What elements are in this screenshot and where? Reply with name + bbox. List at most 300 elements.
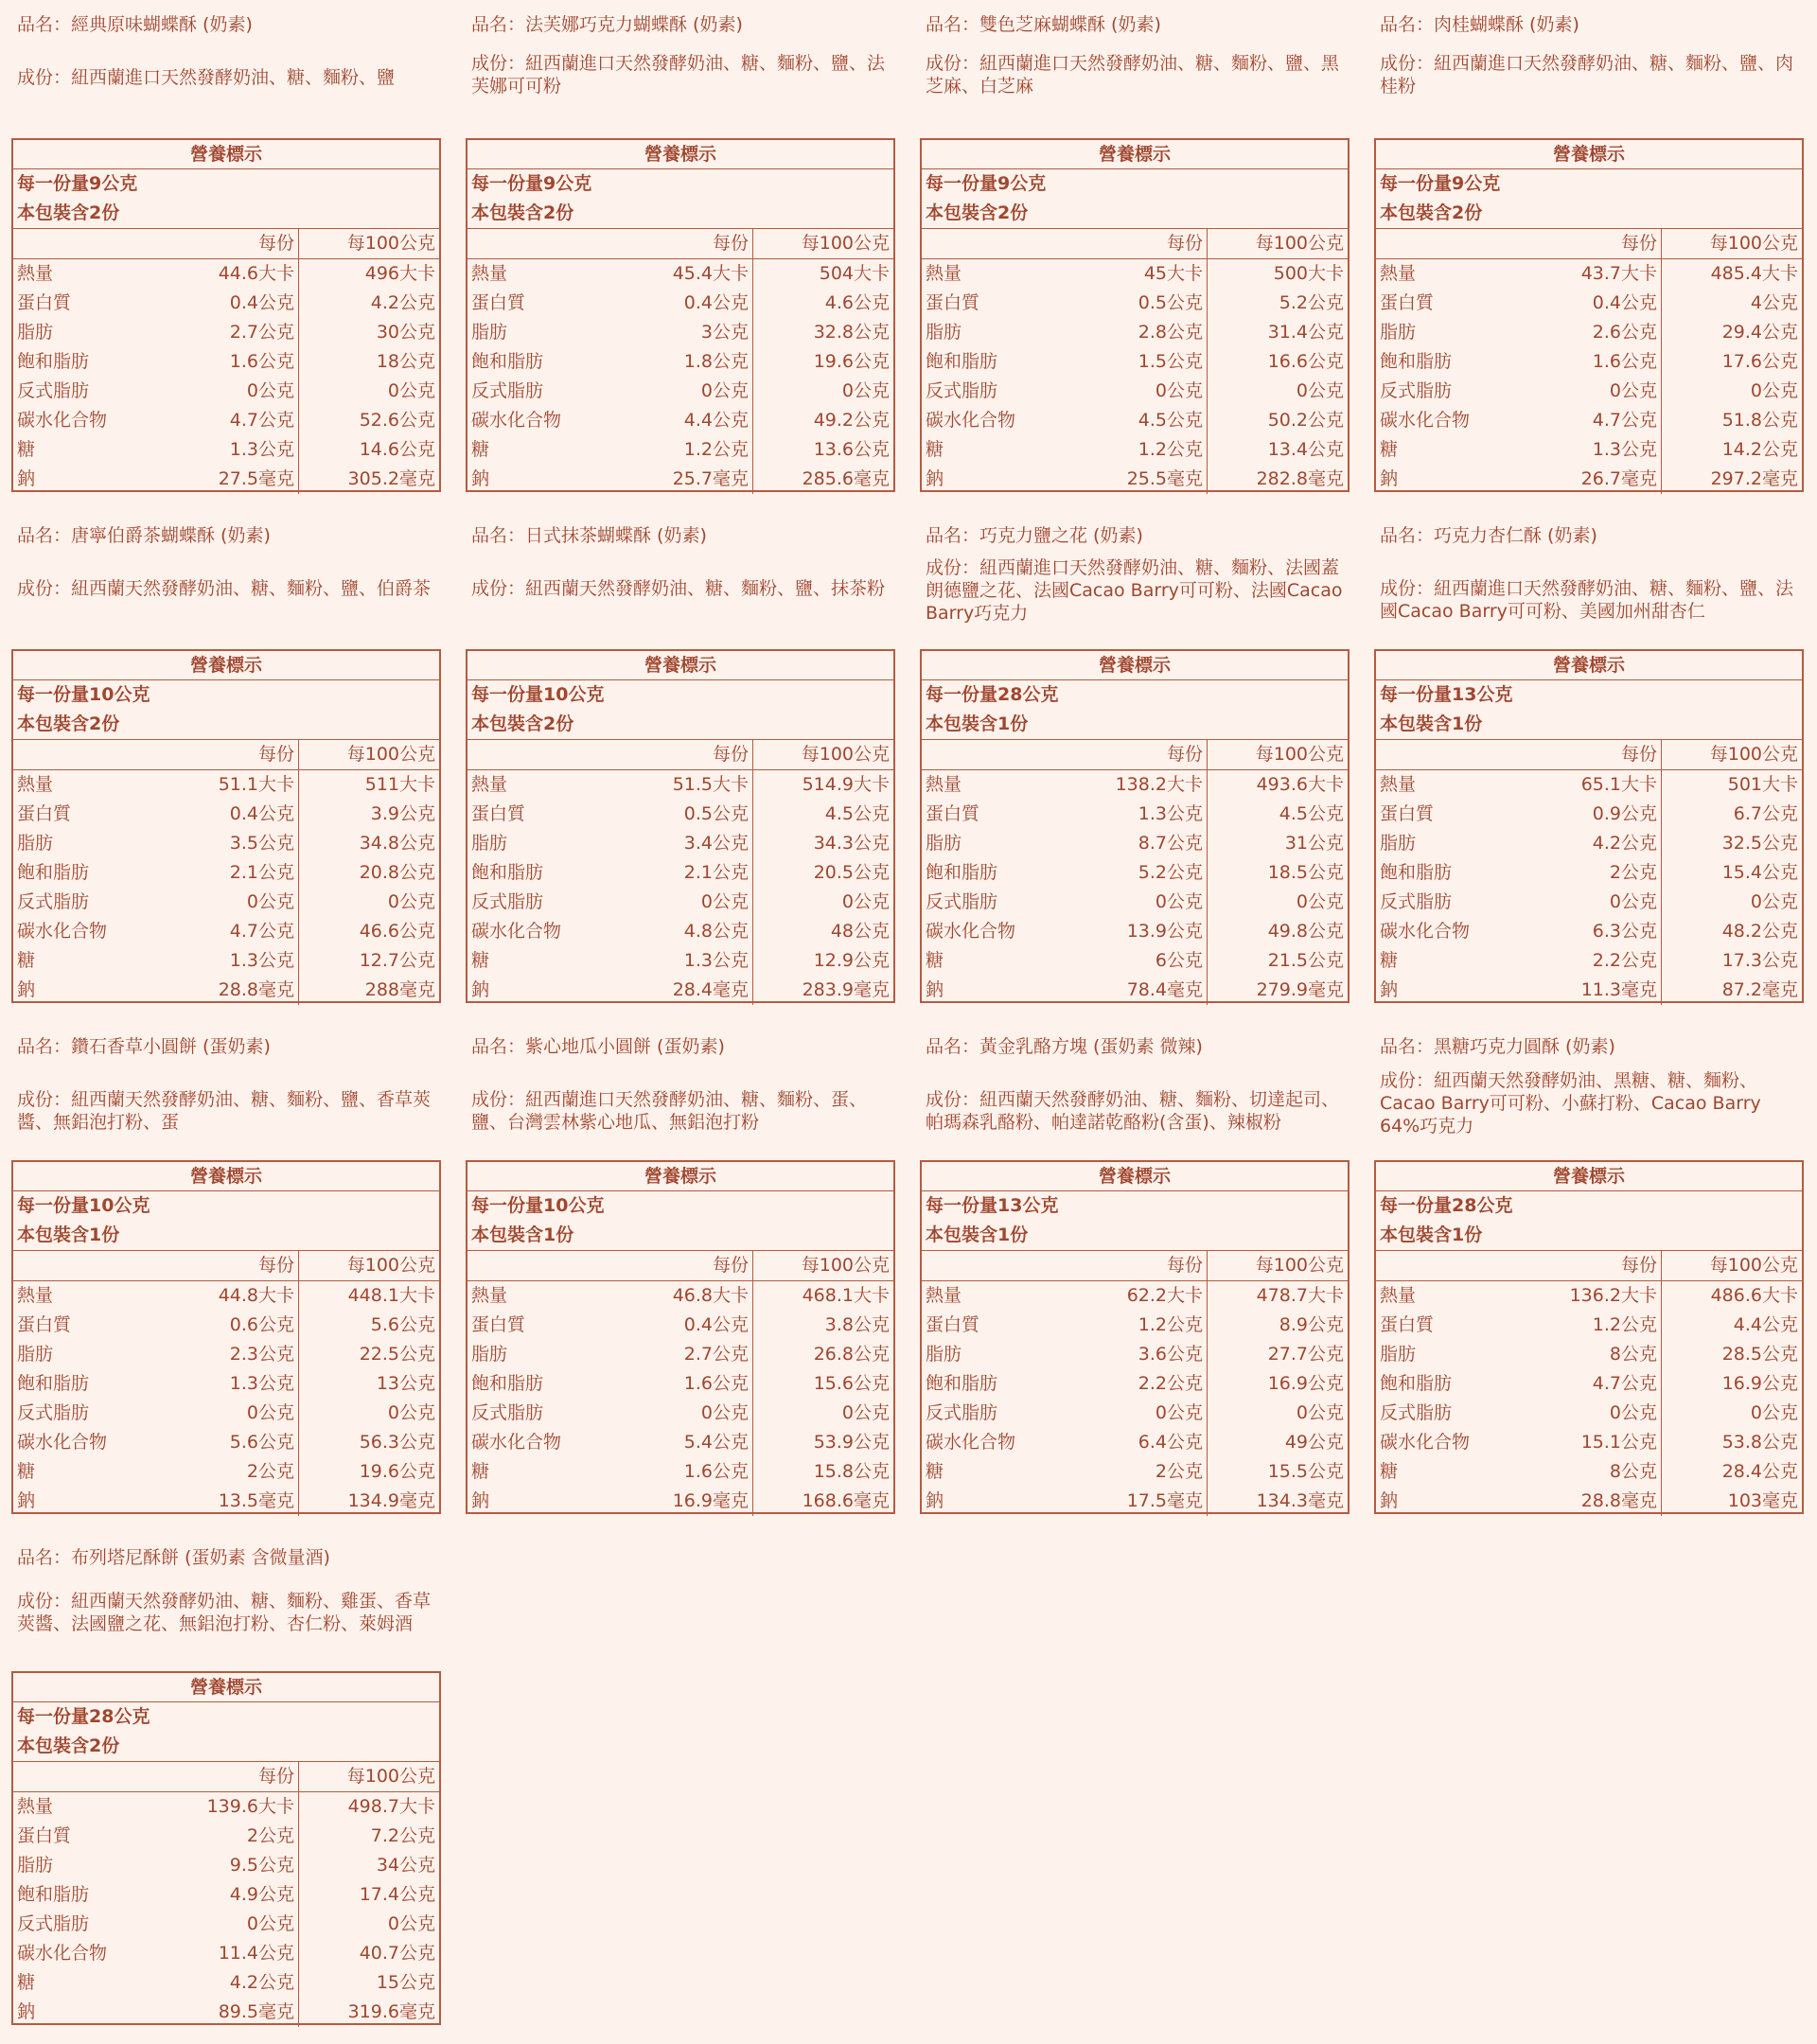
nutrient-per-100g: 34.3公克 <box>813 833 890 854</box>
nutrient-per-serving: 8公克 <box>1518 1457 1662 1487</box>
nutrient-name: 脂肪 <box>471 1344 508 1365</box>
header-per-100g: 每100公克 <box>801 744 890 765</box>
nutrient-per-serving: 0公克 <box>1518 1399 1662 1428</box>
servings-per-package: 本包裝含1份 <box>1376 1221 1802 1251</box>
nutrient-name: 熱量 <box>926 774 962 795</box>
nutrition-row <box>467 377 893 406</box>
nutrient-name: 熱量 <box>471 1285 508 1306</box>
nutrition-row <box>922 917 1348 946</box>
nutrient-name: 反式脂肪 <box>926 891 998 912</box>
nutrient-per-100g: 34.8公克 <box>359 833 435 854</box>
nutrition-row <box>1376 976 1802 1005</box>
nutrition-row <box>922 406 1348 435</box>
nutrient-per-serving: 4.7公克 <box>155 917 299 946</box>
nutrient-per-serving: 2公克 <box>1064 1457 1208 1487</box>
header-per-serving: 每份 <box>155 1251 299 1280</box>
nutrition-row <box>922 465 1348 494</box>
header-blank <box>1376 1251 1518 1280</box>
nutrient-per-100g: 18公克 <box>376 351 435 372</box>
nutrition-header-row <box>467 740 893 770</box>
nutrient-name: 反式脂肪 <box>17 380 90 401</box>
nutrition-row <box>467 770 893 800</box>
nutrition-row <box>467 318 893 347</box>
nutrient-per-serving: 78.4毫克 <box>1064 976 1208 1005</box>
product-ingredients: 成份：紐西蘭進口天然發酵奶油、糖、麵粉、鹽 <box>17 67 396 88</box>
nutrient-per-serving: 1.6公克 <box>609 1457 753 1487</box>
nutrient-per-serving: 13.9公克 <box>1064 917 1208 946</box>
nutrition-row <box>467 829 893 858</box>
nutrient-name: 鈉 <box>926 1490 944 1511</box>
nutrient-per-100g: 8.9公克 <box>1279 1314 1344 1335</box>
nutrient-per-100g: 20.8公克 <box>359 862 435 883</box>
nutrient-name: 飽和脂肪 <box>926 862 998 883</box>
nutrient-per-100g: 0公克 <box>387 380 435 401</box>
nutrient-per-100g: 3.8公克 <box>824 1314 890 1335</box>
nutrition-header-row <box>467 1251 893 1281</box>
nutrient-name: 鈉 <box>471 979 490 1000</box>
nutrition-header-row <box>467 229 893 259</box>
nutrition-row <box>922 1457 1348 1487</box>
nutrition-row <box>13 377 439 406</box>
nutrition-row <box>467 1340 893 1369</box>
nutrient-per-100g: 19.6公克 <box>813 351 890 372</box>
nutrient-per-100g: 493.6大卡 <box>1256 774 1344 795</box>
nutrition-row <box>922 800 1348 829</box>
nutrient-per-serving: 9.5公克 <box>155 1851 299 1880</box>
nutrient-per-100g: 4.5公克 <box>824 803 890 824</box>
header-blank <box>467 229 609 258</box>
nutrient-name: 糖 <box>926 1461 944 1482</box>
nutrient-name: 糖 <box>17 439 36 460</box>
nutrient-per-serving: 0.4公克 <box>609 1311 753 1340</box>
nutrition-row <box>1376 465 1802 494</box>
nutrient-per-serving: 2.7公克 <box>609 1340 753 1369</box>
product-ingredients: 成份：紐西蘭進口天然發酵奶油、糖、麵粉、鹽、法國Cacao Barry可可粉、美國加州甜杏仁 <box>1380 578 1794 622</box>
serving-size: 每一份量9公克 <box>926 173 1047 194</box>
nutrient-per-serving: 2.1公克 <box>609 858 753 888</box>
nutrition-row <box>13 289 439 318</box>
nutrient-per-100g: 0公克 <box>1750 1402 1798 1423</box>
nutrition-row <box>922 1487 1348 1516</box>
nutrient-per-serving: 0公克 <box>609 377 753 406</box>
nutrient-per-serving: 2.8公克 <box>1064 318 1208 347</box>
nutrition-row <box>467 1457 893 1487</box>
nutrient-name: 脂肪 <box>17 833 54 854</box>
nutrient-per-100g: 13.6公克 <box>813 439 890 460</box>
nutrient-per-100g: 15公克 <box>376 1972 435 1993</box>
nutrition-row <box>13 1428 439 1457</box>
nutrient-per-100g: 319.6毫克 <box>347 2001 435 2022</box>
nutrition-table <box>11 1160 441 1514</box>
header-blank <box>1376 229 1518 258</box>
nutrient-name: 反式脂肪 <box>1380 1402 1453 1423</box>
servings-per-package: 本包裝含2份 <box>467 199 893 229</box>
nutrient-per-100g: 40.7公克 <box>359 1943 435 1964</box>
nutrition-row <box>467 1399 893 1428</box>
nutrition-header-row <box>922 740 1348 770</box>
product-ingredients: 成份：紐西蘭天然發酵奶油、糖、麵粉、切達起司、帕瑪森乳酪粉、帕達諾乾酪粉(含蛋)、辣椒粉 <box>926 1089 1340 1133</box>
servings-per-package: 本包裝含1份 <box>467 1221 893 1251</box>
header-per-100g: 每100公克 <box>346 233 435 254</box>
nutrient-per-serving: 27.5毫克 <box>155 465 299 494</box>
nutrient-per-serving: 5.2公克 <box>1064 858 1208 888</box>
nutrition-row <box>1376 946 1802 976</box>
nutrient-per-serving: 1.8公克 <box>609 347 753 377</box>
product-name: 品名：巧克力鹽之花 (奶素) <box>926 525 1143 546</box>
nutrient-name: 脂肪 <box>926 322 962 343</box>
nutrient-name: 碳水化合物 <box>17 1943 108 1964</box>
nutrient-per-serving: 15.1公克 <box>1518 1428 1662 1457</box>
nutrient-name: 反式脂肪 <box>17 1402 90 1423</box>
nutrient-per-serving: 2.1公克 <box>155 858 299 888</box>
nutrient-per-100g: 498.7大卡 <box>347 1796 435 1817</box>
nutrient-per-100g: 16.9公克 <box>1721 1373 1798 1394</box>
nutrient-per-100g: 0公克 <box>841 380 890 401</box>
nutrient-per-100g: 34公克 <box>376 1855 435 1876</box>
nutrition-header-row <box>13 1251 439 1281</box>
nutrient-name: 飽和脂肪 <box>17 351 90 372</box>
nutrient-per-serving: 2.2公克 <box>1518 946 1662 976</box>
nutrient-per-100g: 305.2毫克 <box>347 468 435 489</box>
nutrition-row <box>922 1369 1348 1399</box>
header-blank <box>467 1251 609 1280</box>
nutrient-per-100g: 6.7公克 <box>1733 803 1798 824</box>
nutrient-name: 蛋白質 <box>17 1314 72 1335</box>
nutrient-name: 糖 <box>17 1461 36 1482</box>
nutrition-table <box>466 1160 895 1514</box>
nutrition-row <box>922 1340 1348 1369</box>
product-card <box>466 511 897 1013</box>
nutrient-name: 碳水化合物 <box>17 1432 108 1453</box>
nutrition-row <box>467 917 893 946</box>
nutrient-per-100g: 49.8公克 <box>1267 921 1344 942</box>
product-ingredients: 成份：紐西蘭天然發酵奶油、糖、麵粉、鹽、抹茶粉 <box>471 578 886 599</box>
nutrient-per-100g: 49.2公克 <box>813 410 890 431</box>
nutrient-per-100g: 28.5公克 <box>1721 1344 1798 1365</box>
nutrient-name: 脂肪 <box>1380 1344 1417 1365</box>
nutrient-per-serving: 1.2公克 <box>1064 435 1208 465</box>
nutrition-row <box>13 800 439 829</box>
nutrient-per-serving: 11.3毫克 <box>1518 976 1662 1005</box>
nutrition-row <box>1376 1428 1802 1457</box>
nutrition-row <box>13 318 439 347</box>
nutrition-row <box>922 1281 1348 1311</box>
serving-size: 每一份量10公克 <box>17 684 150 705</box>
nutrient-per-100g: 0公克 <box>387 1913 435 1934</box>
nutrient-name: 熱量 <box>471 774 508 795</box>
header-per-100g: 每100公克 <box>801 1255 890 1276</box>
nutrient-per-serving: 65.1大卡 <box>1518 770 1662 800</box>
nutrient-name: 蛋白質 <box>1380 803 1435 824</box>
nutrient-name: 糖 <box>1380 439 1399 460</box>
nutrient-per-100g: 496大卡 <box>364 263 435 284</box>
nutrient-per-100g: 18.5公克 <box>1267 862 1344 883</box>
nutrient-name: 鈉 <box>1380 1490 1399 1511</box>
nutrient-per-serving: 1.2公克 <box>609 435 753 465</box>
nutrient-per-serving: 45大卡 <box>1064 259 1208 289</box>
product-card <box>920 0 1351 502</box>
nutrient-per-100g: 32.8公克 <box>813 322 890 343</box>
nutrient-per-100g: 514.9大卡 <box>802 774 890 795</box>
nutrient-name: 脂肪 <box>17 322 54 343</box>
nutrient-per-100g: 52.6公克 <box>359 410 435 431</box>
nutrient-per-serving: 4.2公克 <box>155 1968 299 1998</box>
nutrient-per-serving: 3.4公克 <box>609 829 753 858</box>
header-per-100g: 每100公克 <box>346 1255 435 1276</box>
nutrient-per-serving: 28.8毫克 <box>155 976 299 1005</box>
nutrient-per-serving: 0公克 <box>1518 377 1662 406</box>
nutrition-row <box>922 289 1348 318</box>
nutrient-per-serving: 0公克 <box>1064 888 1208 917</box>
product-name: 品名：黑糖巧克力圓酥 (奶素) <box>1380 1036 1615 1057</box>
nutrient-per-serving: 4.7公克 <box>155 406 299 435</box>
nutrient-name: 糖 <box>1380 1461 1399 1482</box>
nutrient-per-serving: 45.4大卡 <box>609 259 753 289</box>
nutrient-name: 脂肪 <box>471 322 508 343</box>
product-card <box>1374 1022 1806 1524</box>
nutrient-per-serving: 1.3公克 <box>1518 435 1662 465</box>
nutrient-per-100g: 49公克 <box>1284 1432 1344 1453</box>
nutrition-table <box>1374 138 1804 492</box>
nutrition-row <box>1376 800 1802 829</box>
header-blank <box>13 229 155 258</box>
nutrition-row <box>467 946 893 976</box>
nutrient-per-serving: 2.7公克 <box>155 318 299 347</box>
nutrient-per-serving: 0公克 <box>1518 888 1662 917</box>
product-card <box>11 1533 443 2035</box>
product-card <box>11 511 443 1013</box>
nutrient-per-serving: 1.6公克 <box>1518 347 1662 377</box>
nutrition-header-row <box>922 1251 1348 1281</box>
nutrition-row <box>13 1880 439 1910</box>
serving-size: 每一份量9公克 <box>17 173 138 194</box>
nutrient-name: 飽和脂肪 <box>1380 351 1453 372</box>
nutrient-per-serving: 25.7毫克 <box>609 465 753 494</box>
nutrient-per-serving: 1.2公克 <box>1064 1311 1208 1340</box>
nutrition-row <box>1376 406 1802 435</box>
nutrition-header-row <box>13 1762 439 1792</box>
nutrient-name: 反式脂肪 <box>926 380 998 401</box>
nutrient-per-100g: 504大卡 <box>819 263 890 284</box>
nutrition-row <box>467 465 893 494</box>
nutrition-table <box>466 138 895 492</box>
nutrient-per-100g: 4.5公克 <box>1279 803 1344 824</box>
nutrient-per-100g: 26.8公克 <box>813 1344 890 1365</box>
nutrient-name: 蛋白質 <box>471 1314 526 1335</box>
nutrient-name: 糖 <box>471 439 490 460</box>
header-per-100g: 每100公克 <box>1709 744 1798 765</box>
product-name: 品名：紫心地瓜小圓餅 (蛋奶素) <box>471 1036 725 1057</box>
product-card <box>11 1022 443 1524</box>
header-per-100g: 每100公克 <box>1255 1255 1344 1276</box>
servings-per-package: 本包裝含2份 <box>467 710 893 740</box>
serving-size: 每一份量13公克 <box>926 1195 1059 1216</box>
nutrient-name: 糖 <box>926 439 944 460</box>
nutrition-table <box>1374 649 1804 1003</box>
nutrition-row <box>1376 1340 1802 1369</box>
nutrient-per-serving: 62.2大卡 <box>1064 1281 1208 1311</box>
nutrient-per-serving: 139.6大卡 <box>155 1792 299 1822</box>
header-blank <box>13 1251 155 1280</box>
nutrition-row <box>1376 888 1802 917</box>
nutrition-row <box>467 1281 893 1311</box>
nutrient-name: 脂肪 <box>1380 833 1417 854</box>
nutrition-row <box>467 1311 893 1340</box>
product-card <box>1374 511 1806 1013</box>
nutrition-row <box>922 888 1348 917</box>
nutrient-name: 蛋白質 <box>17 292 72 313</box>
nutrient-per-serving: 1.3公克 <box>155 435 299 465</box>
nutrient-per-100g: 30公克 <box>376 322 435 343</box>
nutrient-per-serving: 6.3公克 <box>1518 917 1662 946</box>
header-blank <box>13 1762 155 1791</box>
nutrition-row <box>13 1939 439 1968</box>
serving-size: 每一份量9公克 <box>471 173 592 194</box>
serving-size: 每一份量28公克 <box>17 1706 150 1727</box>
nutrient-name: 反式脂肪 <box>471 891 544 912</box>
nutrition-row <box>922 318 1348 347</box>
servings-per-package: 本包裝含2份 <box>13 199 439 229</box>
serving-size: 每一份量9公克 <box>1380 173 1501 194</box>
nutrient-name: 鈉 <box>17 979 36 1000</box>
nutrient-name: 脂肪 <box>926 833 962 854</box>
nutrient-per-serving: 4.2公克 <box>1518 829 1662 858</box>
nutrient-per-100g: 0公克 <box>1296 891 1344 912</box>
nutrient-name: 糖 <box>1380 950 1399 971</box>
nutrient-name: 碳水化合物 <box>471 1432 562 1453</box>
header-per-serving: 每份 <box>155 1762 299 1791</box>
nutrition-header-row <box>1376 229 1802 259</box>
nutrient-per-100g: 168.6毫克 <box>802 1490 890 1511</box>
nutrition-row <box>13 1281 439 1311</box>
nutrient-per-100g: 478.7大卡 <box>1256 1285 1344 1306</box>
header-blank <box>922 1251 1064 1280</box>
nutrition-table <box>920 649 1350 1003</box>
nutrition-row <box>13 465 439 494</box>
product-name: 品名：法芙娜巧克力蝴蝶酥 (奶素) <box>471 14 743 35</box>
nutrition-row <box>467 406 893 435</box>
nutrient-per-100g: 56.3公克 <box>359 1432 435 1453</box>
nutrient-name: 碳水化合物 <box>471 410 562 431</box>
nutrition-table-title: 營養標示 <box>922 140 1348 169</box>
nutrition-table-title: 營養標示 <box>922 1162 1348 1191</box>
nutrition-row <box>922 1311 1348 1340</box>
nutrient-name: 飽和脂肪 <box>926 1373 998 1394</box>
nutrient-per-100g: 51.8公克 <box>1721 410 1798 431</box>
nutrient-per-serving: 51.1大卡 <box>155 770 299 800</box>
header-per-serving: 每份 <box>1518 740 1662 769</box>
header-per-100g: 每100公克 <box>346 1766 435 1787</box>
header-blank <box>922 229 1064 258</box>
nutrition-row <box>1376 1311 1802 1340</box>
nutrition-row <box>1376 377 1802 406</box>
nutrient-name: 碳水化合物 <box>926 410 1016 431</box>
nutrient-per-100g: 87.2毫克 <box>1721 979 1798 1000</box>
nutrition-row <box>922 770 1348 800</box>
nutrient-per-serving: 0.5公克 <box>1064 289 1208 318</box>
product-ingredients: 成份：紐西蘭天然發酵奶油、糖、麵粉、鹽、香草莢醬、無鋁泡打粉、蛋 <box>17 1089 432 1133</box>
nutrition-row <box>13 1998 439 2027</box>
nutrition-row <box>13 406 439 435</box>
nutrient-per-serving: 2.2公克 <box>1064 1369 1208 1399</box>
nutrient-per-100g: 15.5公克 <box>1267 1461 1344 1482</box>
nutrition-row <box>1376 770 1802 800</box>
nutrient-per-serving: 138.2大卡 <box>1064 770 1208 800</box>
nutrient-name: 反式脂肪 <box>1380 891 1453 912</box>
nutrition-row <box>13 259 439 289</box>
header-per-100g: 每100公克 <box>1255 233 1344 254</box>
nutrient-name: 反式脂肪 <box>471 1402 544 1423</box>
nutrient-name: 碳水化合物 <box>1380 1432 1471 1453</box>
nutrient-per-serving: 43.7大卡 <box>1518 259 1662 289</box>
nutrient-name: 鈉 <box>926 979 944 1000</box>
nutrient-name: 飽和脂肪 <box>17 862 90 883</box>
nutrient-name: 糖 <box>17 1972 36 1993</box>
nutrient-name: 反式脂肪 <box>17 891 90 912</box>
nutrient-name: 鈉 <box>1380 979 1399 1000</box>
product-card <box>1374 0 1806 502</box>
nutrition-row <box>13 1457 439 1487</box>
servings-per-package: 本包裝含1份 <box>922 1221 1348 1251</box>
nutrition-row <box>13 435 439 465</box>
nutrient-per-100g: 0公克 <box>1750 380 1798 401</box>
product-card <box>920 1022 1351 1524</box>
nutrition-row <box>13 1311 439 1340</box>
nutrient-per-100g: 17.6公克 <box>1721 351 1798 372</box>
servings-per-package: 本包裝含1份 <box>13 1221 439 1251</box>
nutrient-per-serving: 6.4公克 <box>1064 1428 1208 1457</box>
nutrient-per-100g: 12.9公克 <box>813 950 890 971</box>
header-per-serving: 每份 <box>609 229 753 258</box>
header-per-serving: 每份 <box>1064 229 1208 258</box>
nutrient-per-100g: 448.1大卡 <box>347 1285 435 1306</box>
nutrition-row <box>1376 1399 1802 1428</box>
nutrient-per-100g: 134.3毫克 <box>1256 1490 1344 1511</box>
product-ingredients: 成份：紐西蘭天然發酵奶油、糖、麵粉、鹽、伯爵茶 <box>17 578 432 599</box>
nutrient-name: 蛋白質 <box>926 292 980 313</box>
nutrient-per-serving: 2.6公克 <box>1518 318 1662 347</box>
nutrition-table <box>466 649 895 1003</box>
product-name: 品名：巧克力杏仁酥 (奶素) <box>1380 525 1597 546</box>
nutrient-per-100g: 13公克 <box>376 1373 435 1394</box>
nutrition-row <box>13 946 439 976</box>
nutrient-per-100g: 12.7公克 <box>359 950 435 971</box>
nutrition-row <box>13 888 439 917</box>
nutrient-name: 飽和脂肪 <box>17 1884 90 1905</box>
nutrition-row <box>1376 829 1802 858</box>
nutrient-per-100g: 19.6公克 <box>359 1461 435 1482</box>
nutrition-table-title: 營養標示 <box>13 1673 439 1702</box>
nutrient-per-100g: 14.2公克 <box>1721 439 1798 460</box>
header-blank <box>922 740 1064 769</box>
nutrient-per-serving: 13.5毫克 <box>155 1487 299 1516</box>
nutrient-per-serving: 89.5毫克 <box>155 1998 299 2027</box>
nutrient-name: 鈉 <box>471 468 490 489</box>
product-ingredients: 成份：紐西蘭進口天然發酵奶油、糖、麵粉、鹽、黑芝麻、白芝麻 <box>926 53 1340 97</box>
nutrient-per-serving: 0公克 <box>155 888 299 917</box>
nutrition-row <box>1376 435 1802 465</box>
nutrient-per-100g: 134.9毫克 <box>347 1490 435 1511</box>
nutrition-row <box>1376 1487 1802 1516</box>
nutrition-row <box>467 259 893 289</box>
nutrient-per-100g: 15.4公克 <box>1721 862 1798 883</box>
nutrient-per-100g: 0公克 <box>1296 380 1344 401</box>
product-card <box>11 0 443 502</box>
nutrient-name: 飽和脂肪 <box>1380 862 1453 883</box>
nutrient-name: 熱量 <box>17 263 54 284</box>
nutrient-per-100g: 53.8公克 <box>1721 1432 1798 1453</box>
nutrition-row <box>13 829 439 858</box>
